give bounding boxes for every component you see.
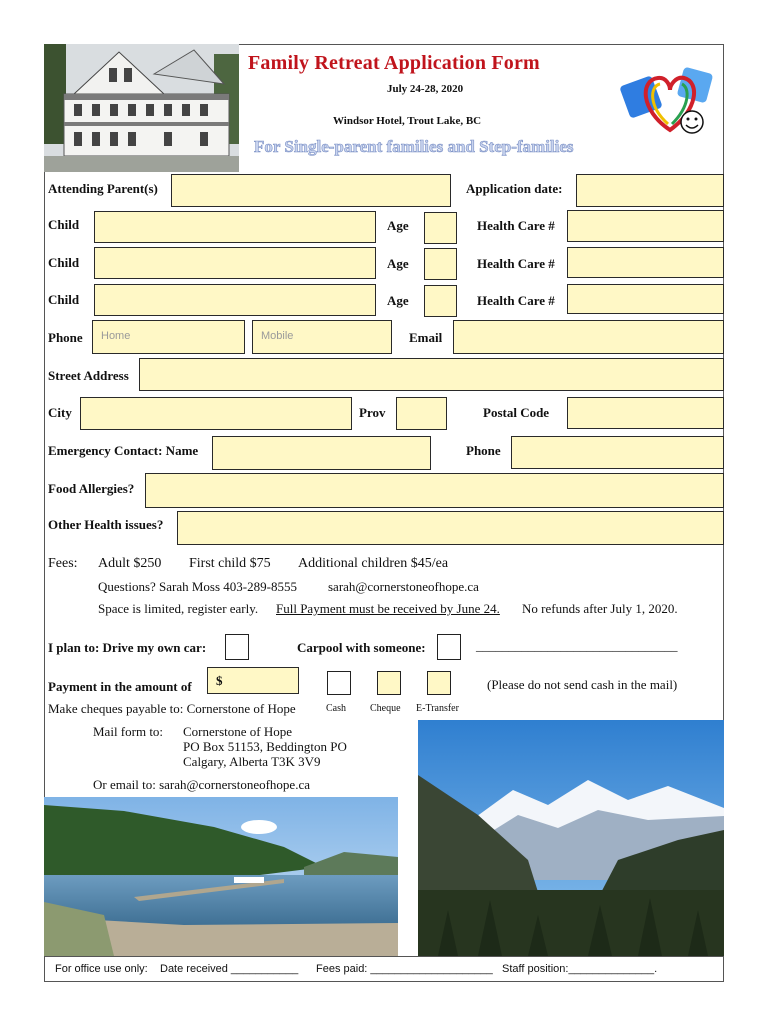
child-2-health-care-field[interactable]	[567, 247, 724, 278]
office-use-bar	[44, 956, 724, 983]
cash-checkbox[interactable]	[327, 671, 351, 695]
child-3-label: Child	[48, 292, 80, 307]
child-1-age-label: Age	[387, 218, 409, 233]
mail-address-line2: PO Box 51153, Beddington PO	[183, 739, 347, 754]
child-1-name-field[interactable]	[94, 211, 376, 243]
other-health-label: Other Health issues?	[48, 517, 164, 532]
carpool-label: Carpool with someone:	[297, 640, 426, 655]
city-label: City	[48, 405, 72, 420]
currency-symbol: $	[216, 673, 223, 688]
other-health-field[interactable]	[177, 511, 724, 545]
prov-field[interactable]	[396, 397, 447, 430]
cheque-label: Cheque	[370, 703, 401, 714]
cheque-checkbox[interactable]	[377, 671, 401, 695]
mail-address-line1: Cornerstone of Hope	[183, 724, 293, 739]
email-to-text: Or email to: sarah@cornerstoneofhope.ca	[93, 777, 310, 792]
office-use-label: For office use only:	[55, 963, 148, 975]
emergency-contact-name-field[interactable]	[212, 436, 431, 470]
payment-amount-field[interactable]	[207, 667, 299, 694]
application-date-field[interactable]	[576, 174, 724, 207]
mobile-placeholder: Mobile	[261, 330, 294, 342]
fee-additional-children: Additional children $45/ea	[298, 556, 449, 571]
child-1-label: Child	[48, 217, 80, 232]
phone-label: Phone	[48, 330, 83, 345]
space-limited-note: Space is limited, register early.	[98, 601, 259, 616]
cash-label: Cash	[326, 703, 346, 714]
fee-adult: Adult $250	[98, 556, 162, 571]
mobile-phone-field[interactable]	[252, 320, 392, 354]
date-received-field[interactable]: Date received ___________	[160, 963, 299, 975]
child-3-health-care-label: Health Care #	[477, 293, 555, 308]
mail-address-line3: Calgary, Alberta T3K 3V9	[183, 754, 321, 769]
hotel-photo	[44, 44, 239, 172]
mountain-photo	[418, 720, 724, 956]
child-3-health-care-field[interactable]	[567, 284, 724, 314]
postal-code-label: Postal Code	[483, 405, 550, 420]
emergency-phone-field[interactable]	[511, 436, 724, 469]
etransfer-label: E-Transfer	[416, 703, 459, 714]
child-2-health-care-label: Health Care #	[477, 256, 555, 271]
child-2-age-field[interactable]	[424, 248, 457, 280]
child-2-name-field[interactable]	[94, 247, 376, 279]
no-cash-note: (Please do not send cash in the mail)	[487, 677, 678, 692]
city-field[interactable]	[80, 397, 352, 430]
emergency-phone-label: Phone	[466, 443, 501, 458]
event-location: Windsor Hotel, Trout Lake, BC	[333, 115, 482, 127]
attending-parents-field[interactable]	[171, 174, 451, 207]
staff-position-field[interactable]: Staff position:______________.	[502, 963, 658, 975]
child-1-health-care-label: Health Care #	[477, 218, 555, 233]
child-1-age-field[interactable]	[424, 212, 457, 244]
event-dates: July 24-28, 2020	[387, 83, 464, 95]
payment-amount-label: Payment in the amount of	[48, 679, 192, 694]
drive-own-car-checkbox[interactable]	[225, 634, 249, 660]
lake-photo	[44, 797, 398, 956]
child-3-age-label: Age	[387, 293, 409, 308]
food-allergies-field[interactable]	[145, 473, 724, 508]
home-placeholder: Home	[101, 330, 131, 342]
payable-to-text: Make cheques payable to: Cornerstone of Hope	[48, 701, 296, 716]
full-payment-note: Full Payment must be received by June 24.	[276, 601, 500, 616]
carpool-blank-line[interactable]: _______________________________	[476, 638, 678, 653]
street-address-label: Street Address	[48, 368, 129, 383]
street-address-field[interactable]	[139, 358, 724, 391]
fees-label: Fees:	[48, 556, 78, 571]
email-field[interactable]	[453, 320, 724, 354]
fees-paid-field[interactable]: Fees paid: ____________________	[316, 963, 493, 975]
child-1-health-care-field[interactable]	[567, 210, 724, 242]
home-phone-field[interactable]	[92, 320, 245, 354]
refunds-note: No refunds after July 1, 2020.	[522, 601, 678, 616]
prov-label: Prov	[359, 405, 386, 420]
questions-contact: Questions? Sarah Moss 403-289-8555	[98, 579, 297, 594]
questions-email: sarah@cornerstoneofhope.ca	[328, 579, 479, 594]
email-label: Email	[409, 330, 443, 345]
food-allergies-label: Food Allergies?	[48, 481, 135, 496]
postal-code-field[interactable]	[567, 397, 724, 429]
fee-first-child: First child $75	[189, 556, 271, 571]
form-title: Family Retreat Application Form	[248, 52, 540, 74]
child-3-age-field[interactable]	[424, 285, 457, 317]
child-2-label: Child	[48, 255, 80, 270]
mail-form-label: Mail form to:	[93, 724, 164, 739]
emergency-contact-label: Emergency Contact: Name	[48, 443, 199, 458]
child-2-age-label: Age	[387, 256, 409, 271]
form-subtitle: For Single-parent families and Step-families	[254, 137, 574, 156]
application-date-label: Application date:	[466, 181, 563, 196]
carpool-checkbox[interactable]	[437, 634, 461, 660]
heart-logo	[620, 50, 720, 150]
child-3-name-field[interactable]	[94, 284, 376, 316]
etransfer-checkbox[interactable]	[427, 671, 451, 695]
plan-drive-label: I plan to: Drive my own car:	[48, 640, 207, 655]
attending-parents-label: Attending Parent(s)	[48, 181, 158, 196]
